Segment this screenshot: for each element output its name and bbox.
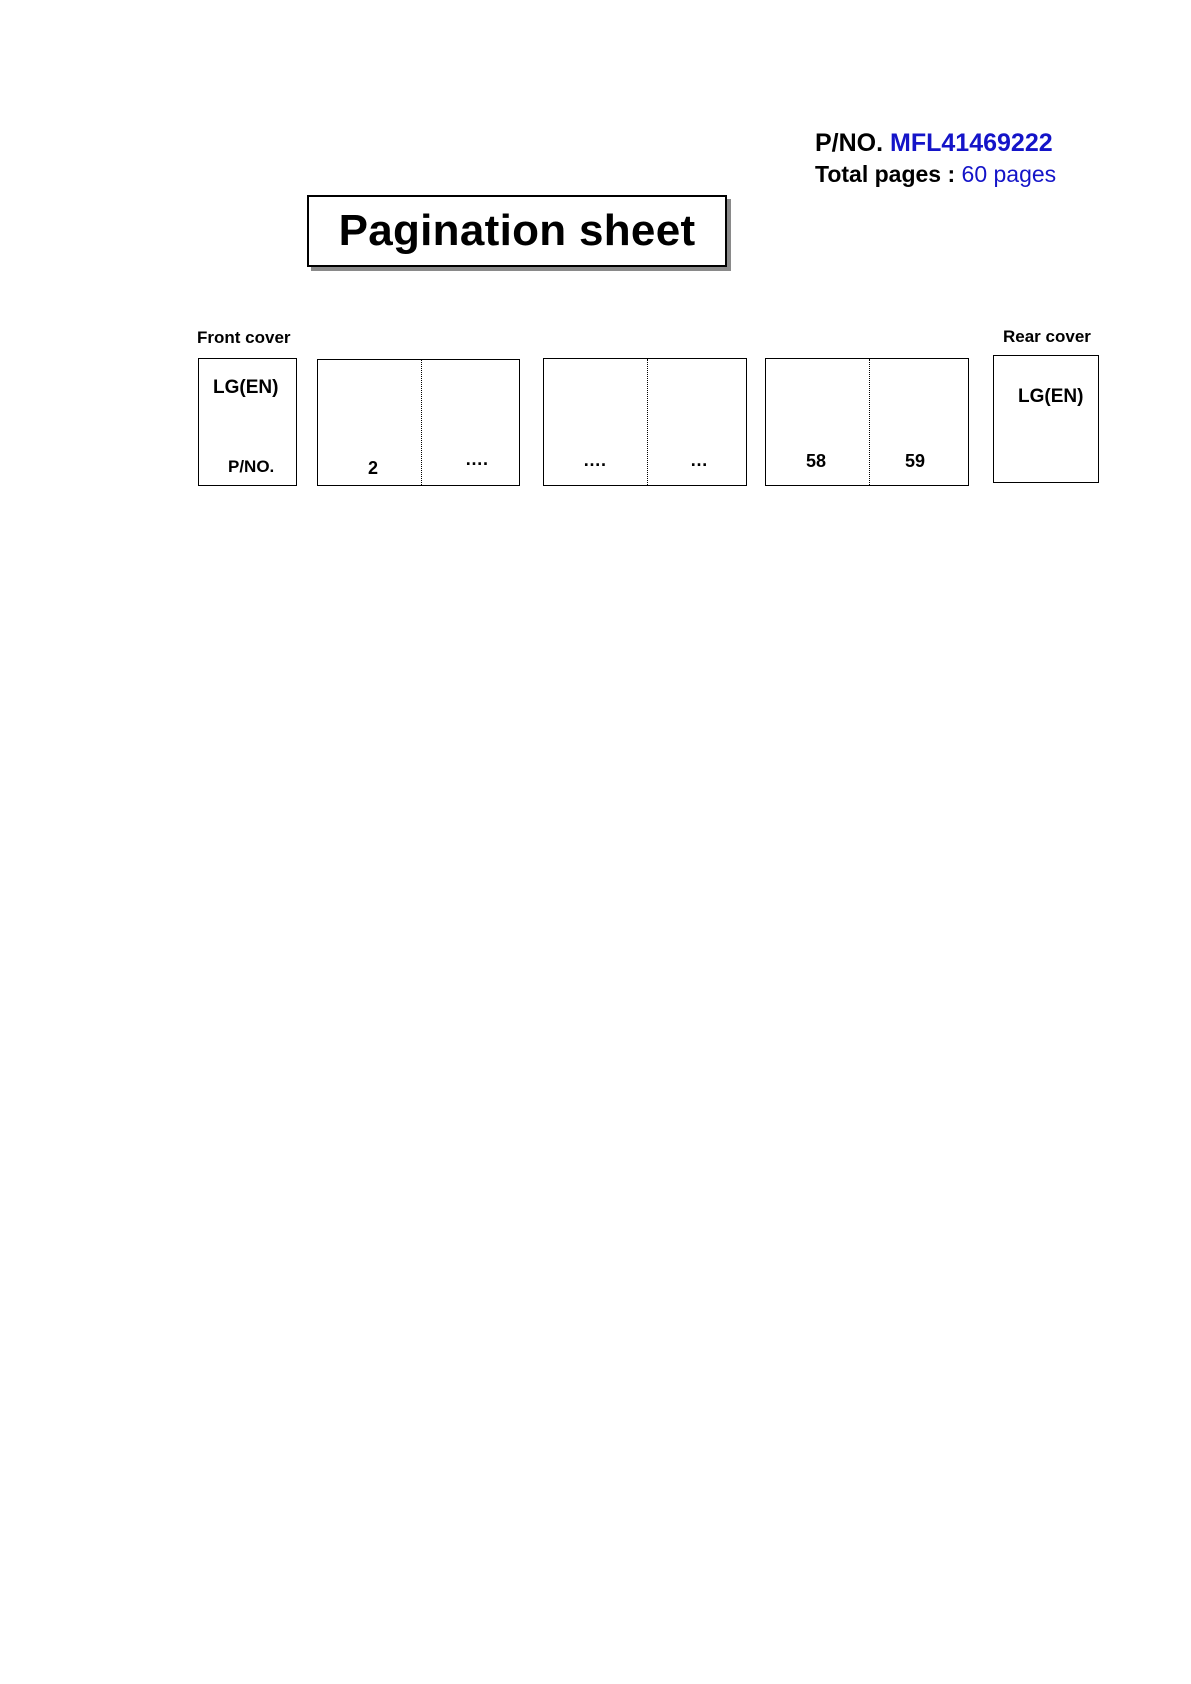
- page-title: Pagination sheet: [338, 206, 696, 255]
- part-number-value: MFL41469222: [890, 129, 1053, 157]
- total-pages-label: Total pages :: [815, 161, 956, 187]
- part-number-label: P/NO.: [815, 129, 884, 157]
- part-number-line: [815, 128, 1053, 158]
- page-spread: [765, 358, 969, 486]
- front-cover-label: Front cover: [197, 328, 291, 347]
- left-page-number: 58: [806, 451, 827, 471]
- left-page-number: 2: [368, 458, 379, 478]
- front-cover-box: [198, 358, 297, 486]
- page-spread: [543, 358, 747, 486]
- rear-cover-box: [993, 355, 1099, 483]
- front-cover-lang: LG(EN): [213, 377, 279, 398]
- title-box: [307, 195, 727, 267]
- spread-fold-line: [869, 359, 870, 485]
- total-pages-line: [815, 159, 1056, 189]
- right-page-number: 59: [905, 451, 926, 471]
- left-page-number: ….: [583, 450, 607, 470]
- total-pages-value: 60 pages: [961, 161, 1057, 187]
- rear-cover-label: Rear cover: [1003, 327, 1091, 346]
- spread-fold-line: [421, 360, 422, 485]
- spread-fold-line: [647, 359, 648, 485]
- page-spread: [317, 359, 520, 486]
- right-page-number: …: [690, 450, 708, 470]
- front-cover-pno: P/NO.: [228, 457, 275, 476]
- rear-cover-lang: LG(EN): [1018, 386, 1084, 407]
- right-page-number: ….: [465, 449, 489, 469]
